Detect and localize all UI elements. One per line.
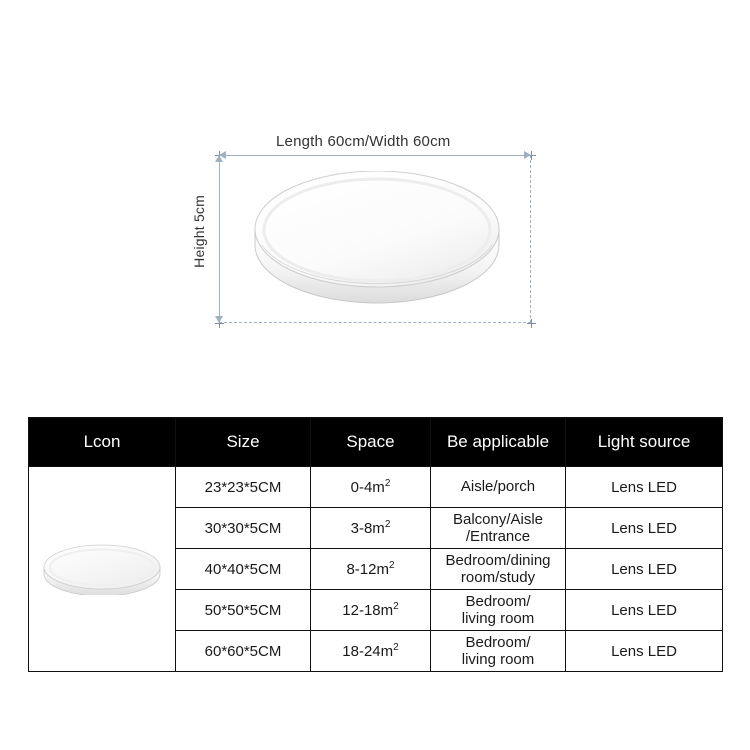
header-light-source: Light source	[566, 418, 723, 467]
header-size: Size	[176, 418, 311, 467]
height-dimension-label: Height 5cm	[191, 195, 207, 268]
cell-applicable: Bedroom/ living room	[431, 631, 566, 672]
cell-size: 40*40*5CM	[176, 549, 311, 590]
height-arrow-top-head	[215, 155, 223, 162]
ceiling-lamp-icon	[252, 171, 502, 316]
specification-table	[28, 417, 723, 672]
header-applicable: Be applicable	[431, 418, 566, 467]
cell-applicable: Balcony/Aisle /Entrance	[431, 508, 566, 549]
cell-space: $8-12m^2$	[311, 549, 431, 590]
cell-applicable: Bedroom/ living room	[431, 590, 566, 631]
cell-applicable: Bedroom/dining room/study	[431, 549, 566, 590]
cell-size: 50*50*5CM	[176, 590, 311, 631]
header-space: Space	[311, 418, 431, 467]
table-body	[29, 467, 723, 672]
length-dimension-label: Length 60cm/Width 60cm	[276, 133, 451, 150]
cell-space: $12-18m^2$	[311, 590, 431, 631]
cell-light-source: Lens LED	[566, 631, 723, 672]
height-arrow-bottom-head	[215, 316, 223, 323]
cell-space: $0-4m^2$	[311, 467, 431, 508]
cell-light-source: Lens LED	[566, 549, 723, 590]
cell-space: $18-24m^2$	[311, 631, 431, 672]
cell-size: 23*23*5CM	[176, 467, 311, 508]
cell-space: $3-8m^2$	[311, 508, 431, 549]
width-arrow-right-head	[524, 151, 531, 159]
table-row	[29, 467, 723, 508]
ceiling-lamp-icon	[29, 467, 175, 671]
cell-light-source: Lens LED	[566, 590, 723, 631]
cell-light-source: Lens LED	[566, 467, 723, 508]
height-arrow-line	[219, 158, 220, 320]
corner-marker-bottom-right	[527, 319, 536, 328]
table-header-row	[29, 418, 723, 467]
header-icon: Lcon	[29, 418, 176, 467]
cell-size: 30*30*5CM	[176, 508, 311, 549]
product-icon-cell	[29, 467, 176, 672]
cell-size: 60*60*5CM	[176, 631, 311, 672]
width-arrow-line	[222, 155, 528, 156]
cell-applicable: Aisle/porch	[431, 467, 566, 508]
cell-light-source: Lens LED	[566, 508, 723, 549]
